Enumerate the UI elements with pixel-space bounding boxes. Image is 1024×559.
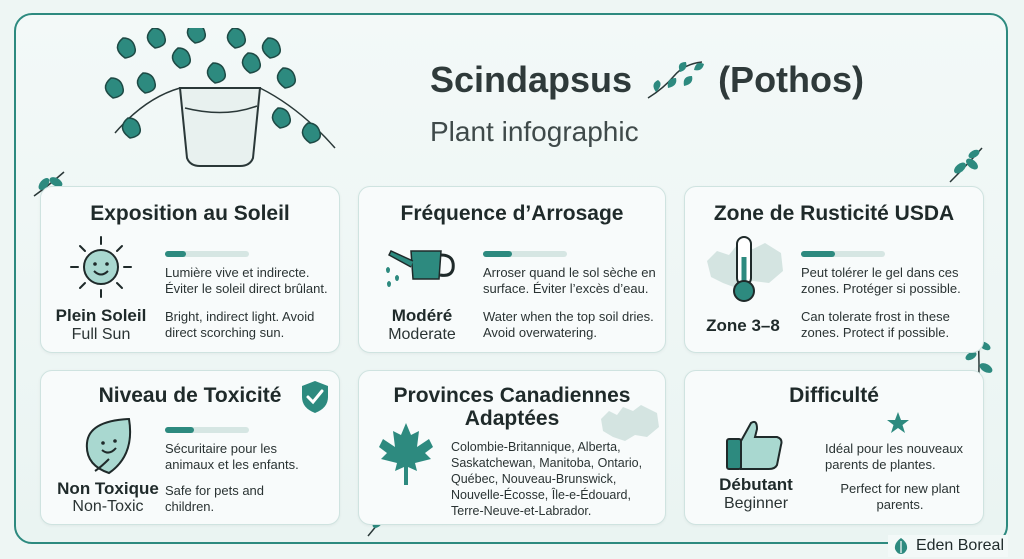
level-label-en: Full Sun bbox=[71, 326, 131, 343]
card-title-line1: Provinces Canadiennes bbox=[393, 384, 631, 407]
level-label: Non Toxique bbox=[57, 479, 159, 498]
description-en: Safe for pets and children. bbox=[165, 483, 265, 514]
description-fr: Arroser quand le sol sèche en surface. Éviter l’excès d’eau. bbox=[483, 265, 656, 296]
level-label: Débutant bbox=[719, 475, 793, 494]
card-title: Difficulté bbox=[789, 384, 879, 407]
level-label-en: Beginner bbox=[723, 495, 789, 512]
card-title: Zone de Rusticité USDA bbox=[713, 202, 955, 225]
card-toxicity bbox=[40, 370, 340, 525]
level-bar bbox=[483, 251, 567, 257]
card-title: Niveau de Toxicité bbox=[98, 384, 282, 407]
smiling-sun-icon bbox=[67, 233, 135, 301]
watering-can-icon bbox=[383, 231, 463, 301]
description-en: Water when the top soil dries. Avoid overwatering. bbox=[483, 309, 654, 340]
description-en: Perfect for new plant parents. bbox=[840, 481, 960, 512]
description-fr: Sécuritaire pour les animaux et les enfants. bbox=[165, 441, 299, 472]
brand-name: Eden Boreal bbox=[915, 537, 1004, 554]
card-provinces bbox=[358, 370, 666, 525]
shield-check-icon bbox=[299, 379, 331, 415]
page-title bbox=[430, 58, 950, 102]
level-bar bbox=[801, 251, 885, 257]
brand-mark bbox=[888, 535, 1008, 557]
provinces-list: Colombie-Britannique, Alberta, Saskatchewan, Manitoba, Ontario, Québec, Nouveau-Brunswick, Nouvelle-Écosse, Île-e-Édouard, Terre-Neuve-et-Labrador. bbox=[451, 440, 643, 518]
card-hardiness-zone bbox=[684, 186, 984, 353]
page-subtitle: Plant infographic bbox=[430, 116, 639, 147]
title-paren: (Pothos) bbox=[718, 59, 865, 100]
card-sun-exposure bbox=[40, 186, 340, 353]
vine-icon bbox=[644, 58, 706, 102]
thermometer-map-icon bbox=[703, 231, 789, 307]
leaf-sprig-icon bbox=[944, 142, 988, 186]
description-en: Bright, indirect light. Avoid direct scorching sun. bbox=[165, 309, 315, 340]
pothos-plant-illustration bbox=[85, 28, 345, 178]
level-bar bbox=[165, 427, 249, 433]
thumbs-up-icon bbox=[725, 417, 787, 473]
description-fr: Idéal pour les nouveaux parents de plantes. bbox=[825, 441, 964, 472]
smiling-leaf-icon bbox=[81, 415, 137, 477]
star-icon bbox=[886, 411, 910, 435]
maple-leaf-icon bbox=[375, 421, 437, 487]
description-en: Can tolerate frost in these zones. Protect if possible. bbox=[801, 309, 950, 340]
level-label: Modéré bbox=[391, 306, 453, 325]
level-label: Plein Soleil bbox=[55, 306, 147, 325]
description-fr: Lumière vive et indirecte. Éviter le soleil direct brûlant. bbox=[165, 265, 328, 296]
description-fr: Peut tolérer le gel dans ces zones. Protéger si possible. bbox=[801, 265, 961, 296]
brand-leaf-icon bbox=[892, 537, 910, 555]
card-title-line2: Adaptées bbox=[464, 407, 560, 430]
card-watering bbox=[358, 186, 666, 353]
level-label-en: Moderate bbox=[388, 326, 456, 343]
zone-label: Zone 3–8 bbox=[706, 316, 780, 335]
card-difficulty bbox=[684, 370, 984, 525]
level-label-en: Non-Toxic bbox=[72, 498, 144, 515]
header bbox=[430, 58, 950, 148]
card-title: Fréquence d’Arrosage bbox=[400, 202, 624, 225]
title-main: Scindapsus bbox=[430, 59, 633, 100]
level-bar bbox=[165, 251, 249, 257]
card-title: Exposition au Soleil bbox=[90, 202, 290, 225]
